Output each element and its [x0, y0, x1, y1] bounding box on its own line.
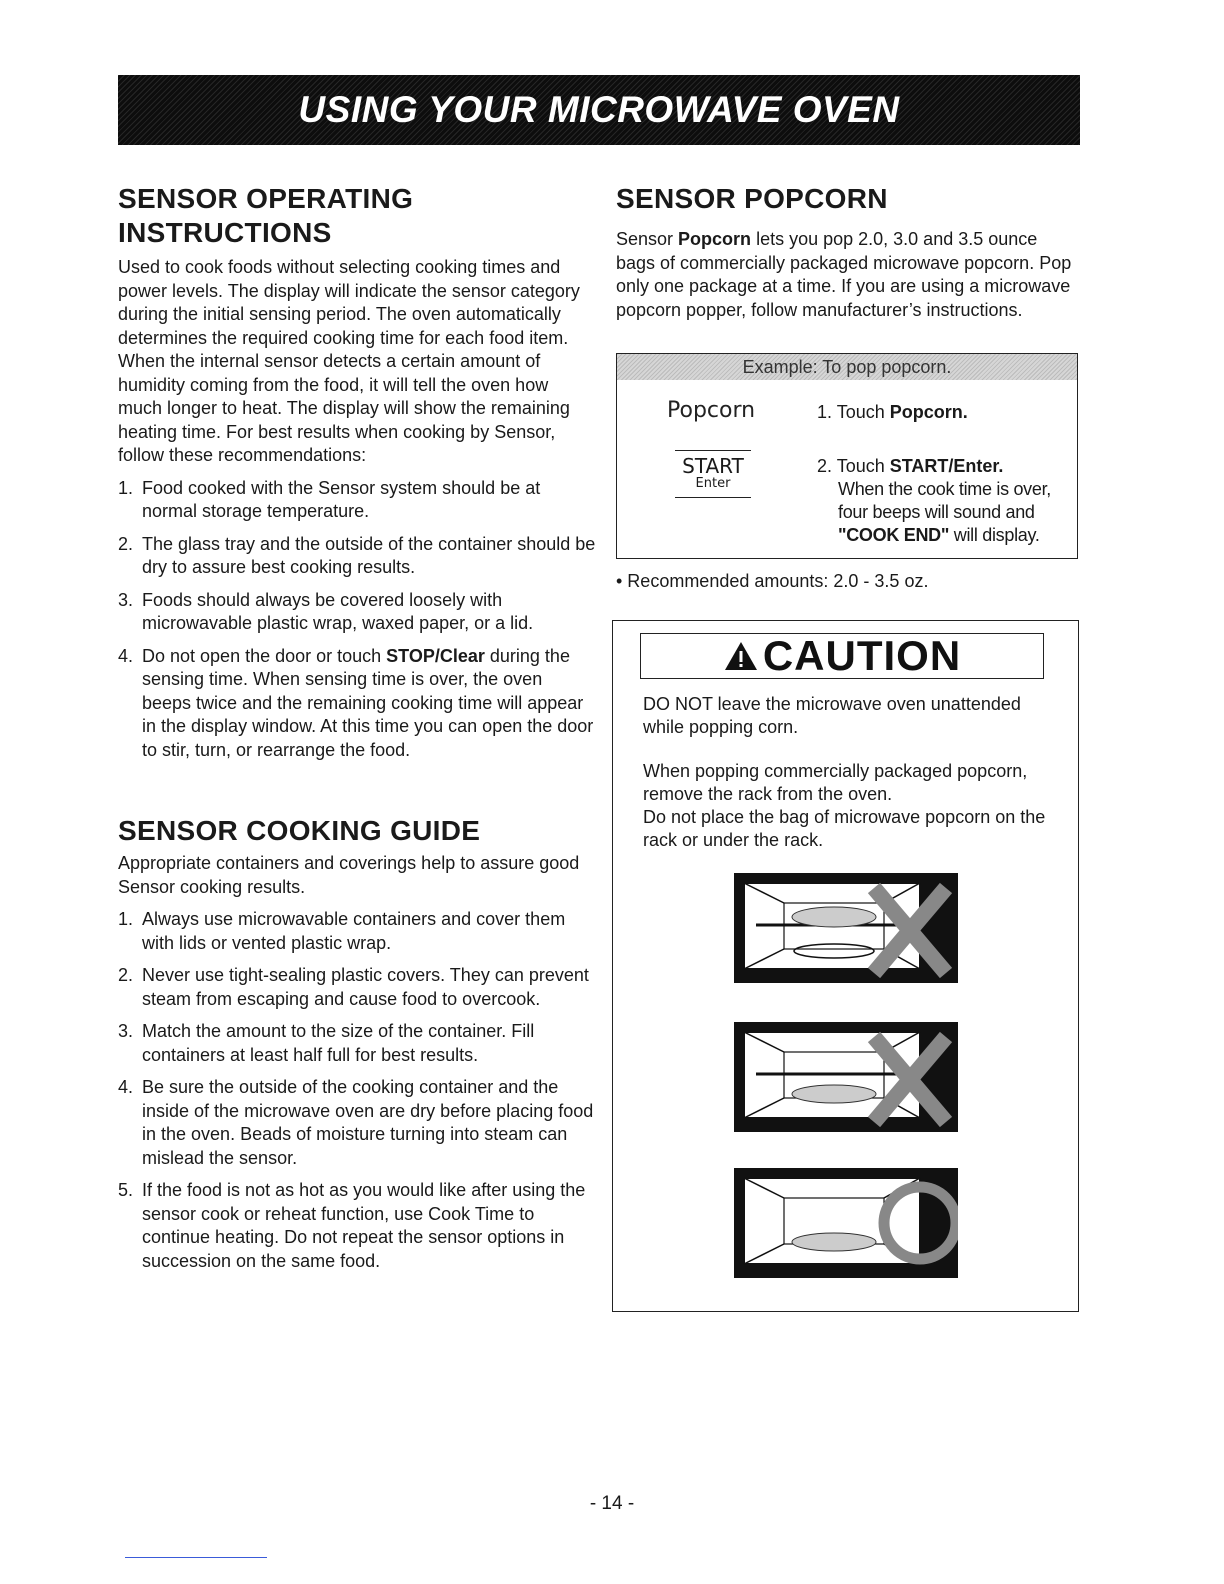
example-title: Example: To pop popcorn.	[617, 354, 1077, 380]
caution-text-2: When popping commercially packaged popcorn, remove the rack from the oven. Do not place the bag of microwave popcorn on the rack or under the rack.	[643, 761, 1046, 850]
sensor-operating-heading	[118, 182, 596, 250]
caution-box	[612, 620, 1079, 1312]
oven-illustration-bag-under-rack	[734, 1022, 958, 1132]
oven-illustration-no-rack	[734, 1168, 958, 1278]
footer-rule	[125, 1557, 267, 1558]
sensor-operating-list	[118, 477, 596, 763]
page-number: - 14 -	[589, 1493, 635, 1514]
caution-label: CAUTION	[762, 632, 962, 679]
list-item: 2. The glass tray and the outside of the container should be dry to assure best cooking results.	[118, 533, 596, 577]
sensor-operating-intro-2: When the internal sensor detects a certain amount of humidity coming from the food, it will tell the oven how much longer to heat. The display will show the remaining heating time. For best results when cooking by Sensor, follow these recommendations:	[118, 351, 570, 465]
left-column	[118, 182, 596, 1273]
heading-line-2: INSTRUCTIONS	[118, 217, 332, 248]
sensor-operating-intro-1: Used to cook foods without selecting cooking times and power levels. The display will indicate the sensor category during the initial sensing period. The oven automatically determines the required cooking time for each food item.	[118, 257, 580, 348]
oven-illustration-bag-on-rack	[734, 873, 958, 983]
example-step-2: 2. Touch START/Enter. When the cook time is over, four beeps will sound and "COOK END" will display.	[817, 456, 1051, 545]
recommended-amounts: • Recommended amounts: 2.0 - 3.5 oz.	[616, 571, 929, 591]
sensor-popcorn-intro: Sensor Popcorn lets you pop 2.0, 3.0 and 3.5 ounce bags of commercially packaged microwave popcorn. Pop only one package at a time. If you are using a microwave popcorn popper, follow manufacturer’s instructions.	[616, 229, 1072, 320]
popcorn-key[interactable]: Popcorn	[667, 398, 756, 423]
list-item: 1. Food cooked with the Sensor system should be at normal storage temperature.	[118, 477, 541, 521]
list-item: 3. Foods should always be covered loosely with microwavable plastic wrap, waxed paper, or a lid.	[118, 589, 534, 633]
caution-text-1: DO NOT leave the microwave oven unattended while popping corn.	[643, 694, 1021, 737]
popcorn-example-box	[616, 353, 1078, 559]
sensor-guide-list	[118, 908, 596, 1273]
start-enter-key[interactable]	[675, 450, 751, 498]
start-key-label: START	[682, 454, 744, 478]
list-item: 4. Do not open the door or touch STOP/Clear during the sensing time. When sensing time is over, the oven beeps twice and the remaining cooking time will appear in the display window. At this time you can open the door to stir, turn, or rearrange the food.	[118, 645, 594, 760]
caution-label-box	[640, 633, 1044, 679]
sensor-guide-heading: SENSOR COOKING GUIDE	[118, 815, 481, 846]
enter-key-label: Enter	[695, 476, 731, 491]
sensor-guide-intro: Appropriate containers and coverings help to assure good Sensor cooking results.	[118, 853, 580, 897]
right-column	[616, 182, 1082, 322]
list-item: 1. Always use microwavable containers and cover them with lids or vented plastic wrap.	[118, 909, 566, 953]
sensor-popcorn-heading: SENSOR POPCORN	[616, 183, 888, 214]
page-title: USING YOUR MICROWAVE OVEN	[298, 89, 900, 130]
heading-line-1: SENSOR OPERATING	[118, 183, 414, 214]
list-item: 2. Never use tight-sealing plastic covers. They can prevent steam from escaping and cause food to overcook.	[118, 965, 589, 1009]
example-step-1: 1. Touch Popcorn.	[817, 402, 968, 422]
warning-triangle-icon	[723, 640, 759, 672]
list-item: 4. Be sure the outside of the cooking container and the inside of the microwave oven are dry before placing food in the oven. Beads of moisture turning into steam can mislead the sensor.	[118, 1077, 594, 1168]
list-item: 3. Match the amount to the size of the container. Fill containers at least half full for best results.	[118, 1021, 535, 1065]
page-banner	[118, 75, 1080, 145]
list-item: 5. If the food is not as hot as you would like after using the sensor cook or reheat function, use Cook Time to continue heating. Do not repeat the sensor options in succession on the same food.	[118, 1180, 586, 1271]
